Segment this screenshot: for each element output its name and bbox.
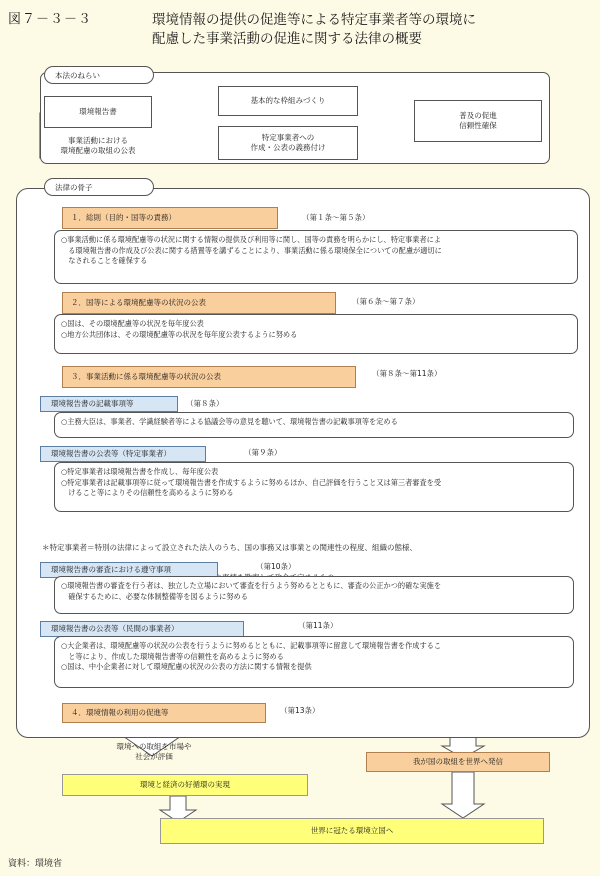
sub1-line-1: ○主務大臣は、事業者、学識経験者等による協議会等の意見を聴いて、環境報告書の記載事項等を定める: [61, 417, 398, 426]
aims-obligation-box: 特定事業者への 作成・公表の義務付け: [218, 126, 358, 160]
source-credit: 資料：環境省: [8, 859, 63, 869]
note-line-1: ＊特定事業者＝特別の法律によって設立された法人のうち、国の事務又は事業との関連性の程度、組織の態様、: [42, 543, 417, 552]
sub3-ref: （第10条）: [256, 562, 296, 571]
sub4-content: [54, 636, 574, 688]
sub1-ref: （第８条）: [186, 399, 224, 408]
section1-ref: （第１条～第５条）: [302, 213, 370, 222]
arrow-down-right-2: [442, 772, 484, 818]
section1-line-2: る環境報告書の作成及び公表に関する措置等を講ずることにより、事業活動に係る環境保全についての配慮が適切に: [61, 245, 442, 255]
figure-number: 図７－３－３: [8, 12, 93, 27]
sub2-content: [54, 462, 574, 512]
sub4-ref: （第11条）: [298, 621, 338, 630]
sub2-line-1: ○特定事業者は環境報告書を作成し、毎年度公表: [61, 467, 219, 476]
outcome-market-text: 環境への取組を市場や 社会が評価: [116, 742, 192, 761]
outcome-global-dissemination: 我が国の取組を世界へ発信: [366, 752, 550, 772]
section3-heading: ３．事業活動に係る環境配慮等の状況の公表: [62, 366, 356, 388]
aims-framework-box: 基本的な枠組みづくり: [218, 86, 358, 116]
sub3-label: 環境報告書の審査における遵守事項: [40, 562, 218, 578]
outcome-virtuous-cycle: 環境と経済の好循環の実現: [62, 774, 308, 796]
title-line-2: 配慮した事業活動の促進に関する法律の概要: [152, 31, 422, 47]
section1-content: [54, 230, 578, 284]
section3-ref: （第８条～第11条）: [372, 369, 442, 378]
sub4-line-2: と等により、作成した環境報告書等の信頼性を高めるように努める: [61, 651, 284, 661]
sub4-label: 環境報告書の公表等（民間の事業者）: [40, 621, 244, 637]
title-line-1: 環境情報の提供の促進等による特定事業者等の環境に: [152, 12, 476, 28]
aims-report-box: 環境報告書: [44, 96, 152, 128]
section2-ref: （第６条～第７条）: [352, 297, 420, 306]
aims-promotion-box: 普及の促進 信頼性確保: [414, 100, 542, 142]
sub2-label: 環境報告書の公表等（特定事業者）: [40, 446, 206, 462]
sub4-line-3: ○国は、中小企業者に対して環境配慮の状況の公表の方法に関する情報を提供: [61, 662, 312, 671]
sub1-content: [54, 412, 574, 438]
section4-ref: （第13条）: [280, 706, 320, 715]
section2-line-1: ○国は、その環境配慮等の状況を毎年度公表: [61, 319, 204, 328]
section1-line-3: なされることを確保する: [61, 256, 148, 265]
sub2-ref: （第９条）: [244, 448, 282, 457]
sub3-line-2: 確保するために、必要な体制整備等を図るように努める: [61, 591, 248, 601]
sub2-line-3: けること等によりその信頼性を高めるように努める: [61, 488, 234, 497]
aims-tag: 本法のねらい: [44, 66, 154, 84]
framework-tag: 法律の骨子: [44, 178, 154, 196]
section1-line-1: ○事業活動に係る環境配慮等の状況に関する情報の提供及び利用等に関し、国等の責務を明らかにし、特定事業者によ: [61, 235, 442, 244]
outcome-final-goal: 世界に冠たる環境立国へ: [160, 818, 544, 844]
sub4-line-1: ○大企業者は、環境配慮等の状況の公表を行うように努めるとともに、記載事項等に留意して環境報告書を作成するこ: [61, 641, 442, 650]
section2-content: [54, 314, 578, 354]
section1-heading: １．総則（目的・国等の責務）: [62, 207, 278, 229]
section4-heading: ４．環境情報の利用の促進等: [62, 703, 266, 723]
aims-disclosure-text: 事業活動における 環境配慮の取組の公表: [60, 136, 136, 155]
section2-line-2: ○地方公共団体は、その環境配慮等の状況を毎年度公表するように努める: [61, 329, 298, 339]
sub3-content: [54, 576, 574, 614]
section2-heading: ２．国等による環境配慮等の状況の公表: [62, 292, 336, 314]
sub1-label: 環境報告書の記載事項等: [40, 396, 178, 412]
sub2-line-2: ○特定事業者は記載事項等に従って環境報告書を作成するように努めるほか、自己評価を行うこと又は第三者審査を受: [61, 477, 442, 487]
sub3-line-1: ○環境報告書の審査を行う者は、独立した立場において審査を行うよう努めるとともに、審査の公正かつ的確な実施を: [61, 581, 442, 590]
